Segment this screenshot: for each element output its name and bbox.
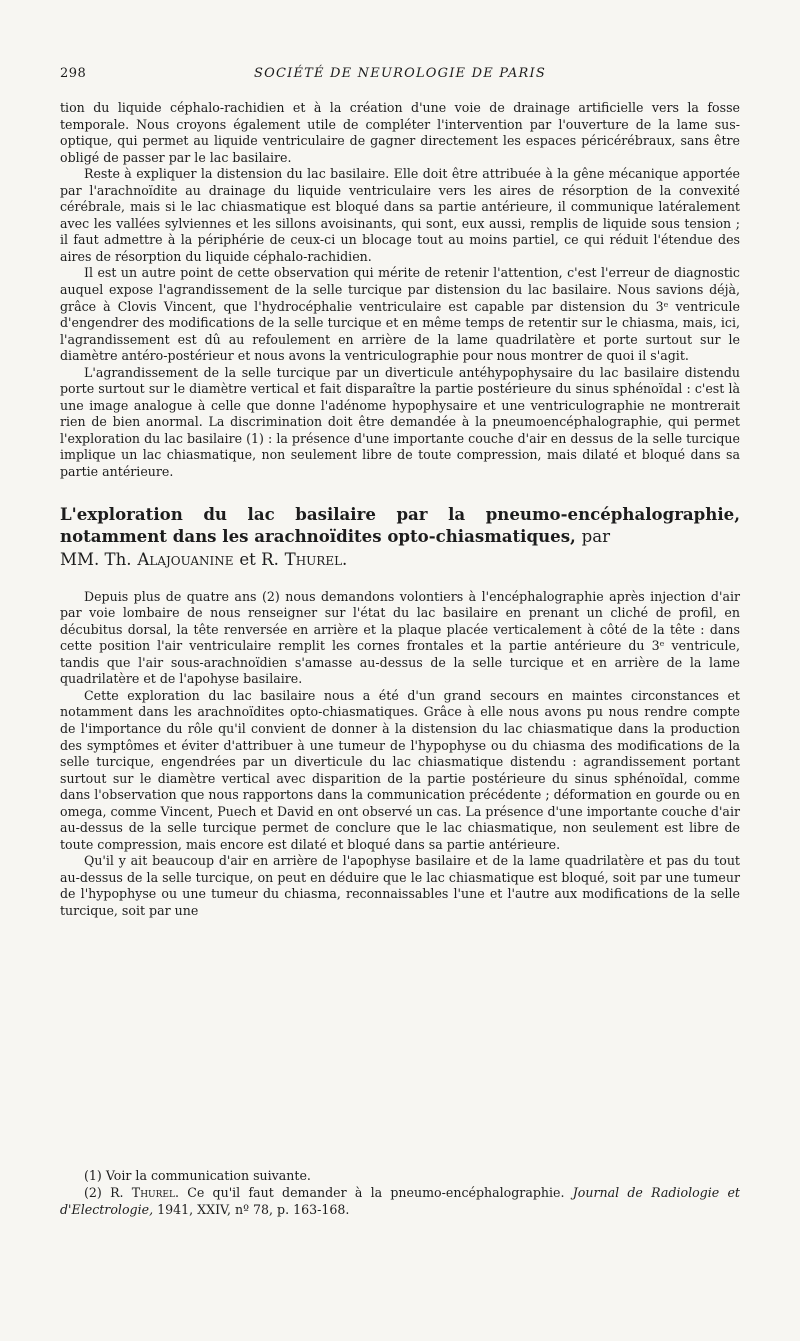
footnote-text: Ce qu'il faut demander à la pneumo-encéphalographie.	[187, 1184, 565, 1200]
footnote-ref: 1941, XXIV, nº 78, p. 163-168.	[157, 1201, 350, 1217]
author-name: Thurel.	[284, 549, 348, 569]
article-title	[60, 503, 740, 571]
article-title-text: L'exploration du lac basilaire par la pneumo-encéphalographie, notamment dans les arachnoïdites opto-chiasmatiques,	[60, 503, 740, 546]
page-header	[60, 66, 740, 86]
footnotes	[60, 1168, 740, 1218]
footnote	[60, 1185, 740, 1219]
footnote-prefix: (2) R.	[84, 1184, 124, 1200]
paragraph: Cette exploration du lac basilaire nous a été d'un grand secours en maintes circonstances et notamment dans les arachnoïdites opto-chiasmatiques. Grâce à elle nous avons pu nous rendre compte de l'importance du rôle qu'il convient de donner à la distension du lac chiasmatique dans la production des symptômes et éviter d'attribuer à une tumeur de l'hypophyse ou du chiasma des modifications de la selle turcique, engendrées par un diverticule du lac chiasmatique distendu : agrandissement portant surtout sur le diamètre vertical avec disparition de la partie postérieure du sinus sphénoïdal, comme dans l'observation que nous rapportons dans la communication précédente ; déformation en gourde ou en omega, comme Vincent, Puech et David en ont observé un cas. La présence d'une importante couche d'air au-dessus de la selle turcique permet de conclure que le lac chiasmatique, non seulement est libre de toute compression, mais encore est dilaté et bloqué dans sa partie antérieure.	[60, 687, 740, 852]
paragraph: Qu'il y ait beaucoup d'air en arrière de l'apophyse basilaire et de la lame quadrilatère et pas du tout au-dessus de la selle turcique, on peut en déduire que le lac chiasmatique est bloqué, soit par une tumeur de l'hypophyse ou une tumeur du chiasma, reconnaissables l'une et l'autre aux modifications de la selle turcique, soit par une	[60, 853, 740, 918]
article-by: par	[581, 526, 611, 546]
running-title: SOCIÉTÉ DE NEUROLOGIE DE PARIS	[254, 66, 546, 81]
paragraph: Il est un autre point de cette observation qui mérite de retenir l'attention, c'est l'erreur de diagnostic auquel expose l'agrandissement de la selle turcique par distension du lac basilaire. Nous savions déjà, grâce à Clovis Vincent, que l'hydrocéphalie ventriculaire est capable par distension du 3ᵉ ventricule d'engendrer des modifications de la selle turcique et en même temps de retentir sur le chiasma, mais, ici, l'agrandissement est dû au refoulement en arrière de la lame quadrilatère et porte surtout sur le diamètre antéro-postérieur et nous avons la ventriculographie pour nous montrer de quoi il s'agit.	[60, 265, 740, 364]
body-text	[60, 100, 740, 920]
paragraph: tion du liquide céphalo-rachidien et à la création d'une voie de drainage artificielle vers la fosse temporale. Nous croyons également utile de compléter l'intervention par l'ouverture de la lame sus-optique, qui permet au liquide ventriculaire de gagner directement les espaces péricérébraux, sans être obligé de passer par le lac basilaire.	[60, 100, 740, 165]
footnote-journal: Journal de Radiologie et d'Electrologie,	[60, 1184, 740, 1217]
paragraph: L'agrandissement de la selle turcique par un diverticule antéhypophysaire du lac basilaire distendu porte surtout sur le diamètre vertical et fait disparaître la partie postérieure du sinus sphénoïdal : c'est là une image analogue à celle que donne l'adénome hypophysaire et une ventriculographie ne montrerait rien de bien anormal. La discrimination doit être demandée à la pneumoencéphalographie, qui permet l'exploration du lac basilaire (1) : la présence d'une importante couche d'air en dessus de la selle turcique implique un lac chiasmatique, non seulement libre de toute compression, mais dilaté et bloqué dans sa partie antérieure.	[60, 364, 740, 480]
paragraph: Reste à expliquer la distension du lac basilaire. Elle doit être attribuée à la gêne mécanique apportée par l'arachnoïdite au drainage du liquide ventriculaire vers les aires de résorption de la convexité cérébrale, mais si le lac chiasmatique est bloqué dans sa partie antérieure, il communique latéralement avec les vallées sylviennes et les sillons avoisinants, qui sont, eux aussi, remplis de liquide sous tension ; il faut admettre à la périphérie de ceux-ci un blocage tout au moins partiel, ce qui réduit l'étendue des aires de résorption du liquide céphalo-rachidien.	[60, 166, 740, 264]
footnote-author: Thurel.	[131, 1184, 179, 1200]
author-name: Alajouanine	[137, 549, 234, 569]
footnote: (1) Voir la communication suivante.	[84, 1168, 311, 1183]
authors-prefix: MM. Th.	[60, 549, 132, 569]
paragraph: Depuis plus de quatre ans (2) nous demandons volontiers à l'encéphalographie après injection d'air par voie lombaire de nous renseigner sur l'état du lac basilaire en prenant un cliché de profil, en décubitus dorsal, la tête renversée en arrière et la plaque placée verticalement à côté de la tête : dans cette position l'air ventriculaire remplit les cornes frontales et la partie antérieure du 3ᵉ ventricule, tandis que l'air sous-arachnoïdien s'amasse au-dessus de la selle turcique et en arrière de la lame quadrilatère et de l'apohyse basilaire.	[60, 588, 740, 687]
page-number: 298	[60, 66, 87, 81]
authors-and: et R.	[239, 549, 279, 569]
